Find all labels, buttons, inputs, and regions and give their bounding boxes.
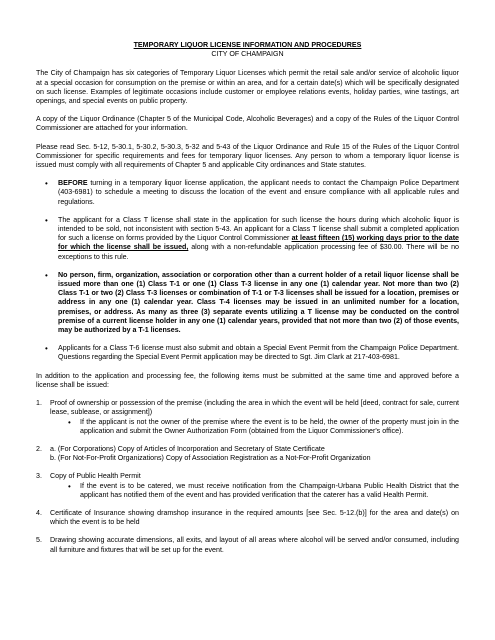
numbered-item-2 [36, 445, 459, 463]
numbered-item-5 [36, 536, 459, 554]
item-number: 5. [36, 536, 42, 545]
bullet-class-t-paragraph [58, 216, 459, 262]
item-5-text: Drawing showing accurate dimensions, all exits, and layout of all areas where alcohol will be served and/or consumed, including all furniture and fixtures that will be set up for the event. [50, 536, 459, 554]
item-number: 3. [36, 472, 42, 481]
intro-paragraph: The City of Champaign has six categories of Temporary Liquor Licenses which permit the retail sale and/or service of alcoholic liquor at a special occasion for consumption on the premise or within an area, and for a certain date(s) which will be specifically designated on such license. Examples of legitimate occasions include customer or employee relations events, holiday parties, wine tastings, art openings, and special events on public property. [36, 69, 459, 106]
list-item [36, 179, 459, 207]
item-3-text: Copy of Public Health Permit [50, 472, 141, 481]
read-sections-paragraph: Please read Sec. 5-12, 5-30.1, 5-30.2, 5-30.3, 5-32 and 5-43 of the Liquor Ordinance and Rule 15 of the Rules of the Liquor Control Commissioner for specific requirements and fees for temporary liquor licenses. Any person to whom a temporary liquor license is issued must comply with all requirements of Chapter 5 and applicable City ordinances and State statutes. [36, 142, 459, 170]
bullet-class-t-tail: along with a non-refundable application processing fee of $30.00. There will be no exceptions to this rule. [58, 243, 459, 261]
before-emphasis: BEFORE [58, 179, 88, 188]
list-item [36, 344, 459, 362]
item-4-text: Certificate of Insurance showing dramshop insurance in the required amounts [see Sec. 5-12.(b)] for the area and date(s) on which the event is to be held [50, 508, 459, 527]
item-1-text: Proof of ownership or possession of the premise (including the area in which the event will be held [deed, contract for sale, current lease, sublease, or assignment]) [50, 399, 459, 417]
bullet-before-text: turning in a temporary liquor license application, the applicant needs to contact the Champaign Police Department (403-6981) to schedule a meeting to discuss the location of the event and ensure compliance with all applicable rules and regulations. [58, 179, 459, 206]
item-3-subbullet: • If the event is to be catered, we must receive notification from the Champaign-Urbana Public Health District that the applicant has notified them of the event and has provided verification that the caterer has a valid Health Permit. [50, 482, 459, 500]
numbered-item-1 [36, 399, 459, 436]
bullet-before-paragraph [58, 179, 459, 207]
item-number: 4. [36, 508, 42, 517]
deadline-emphasis: at least fifteen (15) working days prior to the date for which the license shall be issued, [58, 234, 459, 252]
item-1-subbullet: • If the applicant is not the owner of the premise where the event is to be held, the owner of the property must join in the application and submit the Owner Authorization Form (obtained from the Liquor Commissioner's office). [50, 418, 459, 436]
document-title [36, 41, 459, 59]
list-item [36, 216, 459, 262]
item-number: 1. [36, 399, 42, 408]
requirements-list [36, 179, 459, 362]
item-2b-text: b. (For Not-For-Profit Organizations) Copy of Association Registration as a Not-For-Profit Organization [50, 454, 371, 463]
item-number: 2. [36, 444, 42, 453]
title-line-2: CITY OF CHAMPAIGN [211, 50, 284, 59]
ordinance-copy-paragraph: A copy of the Liquor Ordinance (Chapter 5 of the Municipal Code, Alcoholic Beverages) and a copy of the Rules of the Liquor Control Commissioner are attached for your information. [36, 115, 459, 133]
bullet-class-t-text: The applicant for a Class T license shall state in the application for such license the hours during which alcoholic liquor is intended to be sold, not inconsistent with section 5-43. An applicant for a Class T license shall submit a completed application for such a license on forms provided by the Liquor Control Commissioner [58, 215, 459, 243]
title-line-1: TEMPORARY LIQUOR LICENSE INFORMATION AND PROCEDURES [133, 41, 362, 49]
bullet-t6-paragraph: • Applicants for a Class T-6 license must also submit and obtain a Special Event Permit from the Champaign Police Department. Questions regarding the Special Event Permit application may be directed to Sgt. Jim Clark at 217-403-6981. [58, 344, 459, 362]
list-item [36, 271, 459, 335]
numbered-item-3 [36, 472, 459, 500]
numbered-item-4 [36, 509, 459, 527]
item-2a-text: a. (For Corporations) Copy of Articles of Incorporation and Secretary of State Certificate [50, 444, 325, 453]
addition-paragraph: In addition to the application and processing fee, the following items must be submitted at the same time and approved before a license shall be issued: [36, 371, 459, 389]
bullet-license-limits: • No person, firm, organization, association or corporation other than a current holder of a retail liquor license shall be issued more than one (1) Class T-1 or one (1) Class T-3 license in any one (1) calendar year. Not more than two (2) Class T-1 or two (2) Class T-3 licenses or combination of T-1 or T-3 licenses shall be issued for a location, premises or address in any one (1) calendar year. Class T-4 licenses may be issued in an unlimited number for a location, premises, or address. As many as three (3) separate events utilizing a T license may be conducted on the control premise of a current license holder in any one (1) calendar years, provided that not more than two (2) of those events, may be authorized by a T-1 licenses. [58, 270, 459, 335]
